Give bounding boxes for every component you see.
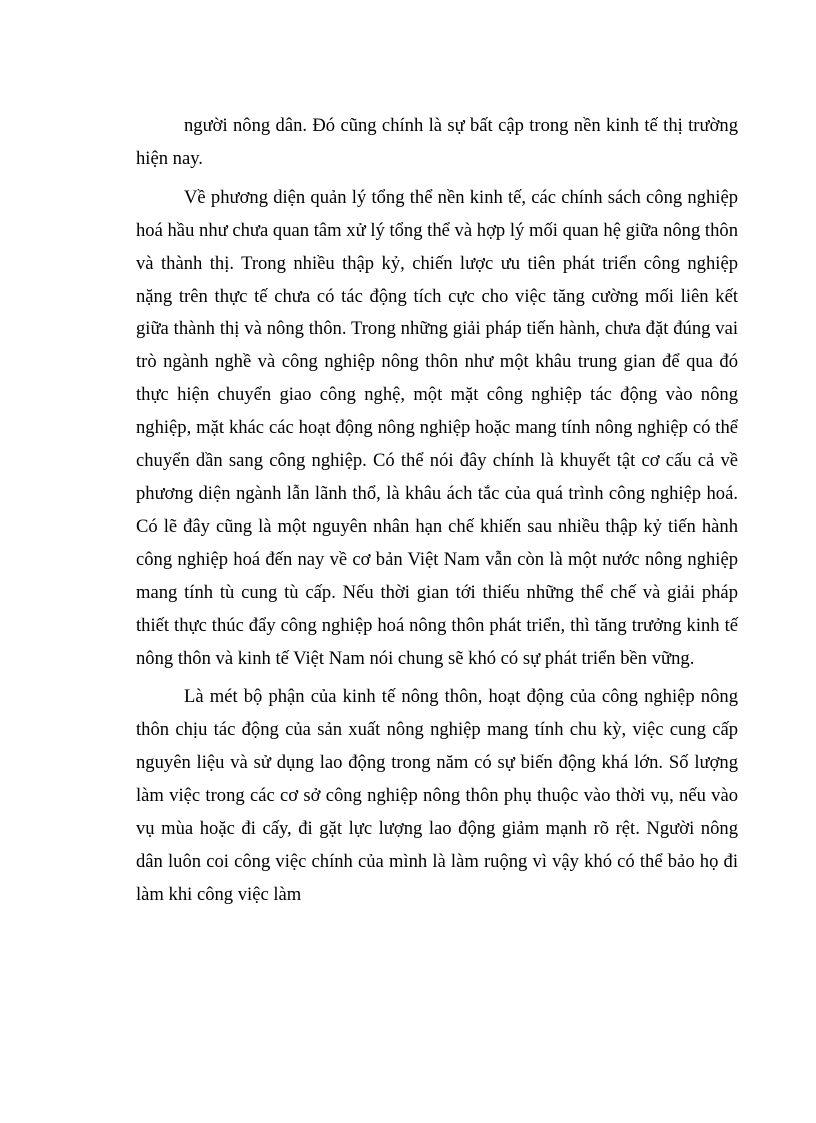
document-body xyxy=(136,110,738,912)
paragraph-continuation: người nông dân. Đó cũng chính là sự bất cập trong nền kinh tế thị trường hiện nay. xyxy=(136,115,738,169)
paragraph-rural-industry-seasonality: Là mét bộ phận của kinh tế nông thôn, hoạt động của công nghiệp nông thôn chịu tác động của sản xuất nông nghiệp mang tính chu kỳ, việc cung cấp nguyên liệu và sử dụng lao động trong năm có sự biến động khá lớn. Số lượng làm việc trong các cơ sở công nghiệp nông thôn phụ thuộc vào thời vụ, nếu vào vụ mùa hoặc đi cấy, đi gặt lực lượng lao động giảm mạnh rõ rệt. Người nông dân luôn coi công việc chính của mình là làm ruộng vì vậy khó có thể bảo họ đi làm khi công việc làm xyxy=(136,686,738,905)
paragraph-industrialization-policy: Về phương diện quản lý tổng thể nền kinh tế, các chính sách công nghiệp hoá hầu như chưa quan tâm xử lý tổng thể và hợp lý mối quan hệ giữa nông thôn và thành thị. Trong nhiều thập kỷ, chiến lược ưu tiên phát triển công nghiệp nặng trên thực tế chưa có tác động tích cực cho việc tăng cường mối liên kết giữa thành thị và nông thôn. Trong những giải pháp tiến hành, chưa đặt đúng vai trò ngành nghề và công nghiệp nông thôn như một khâu trung gian để qua đó thực hiện chuyển giao công nghệ, một mặt công nghiệp tác động vào nông nghiệp, mặt khác các hoạt động nông nghiệp hoặc mang tính nông nghiệp có thể chuyển dần sang công nghiệp. Có thể nói đây chính là khuyết tật cơ cấu cả về phương diện ngành lẫn lãnh thổ, là khâu ách tắc của quá trình công nghiệp hoá. Có lẽ đây cũng là một nguyên nhân hạn chế khiến sau nhiều thập kỷ tiến hành công nghiệp hoá đến nay về cơ bản Việt Nam vẫn còn là một nước nông nghiệp mang tính tù cung tù cấp. Nếu thời gian tới thiếu những thể chế và giải pháp thiết thực thúc đẩy công nghiệp hoá nông thôn phát triển, thì tăng trưởng kinh tế nông thôn và kinh tế Việt Nam nói chung sẽ khó có sự phát triển bền vững. xyxy=(136,186,738,669)
